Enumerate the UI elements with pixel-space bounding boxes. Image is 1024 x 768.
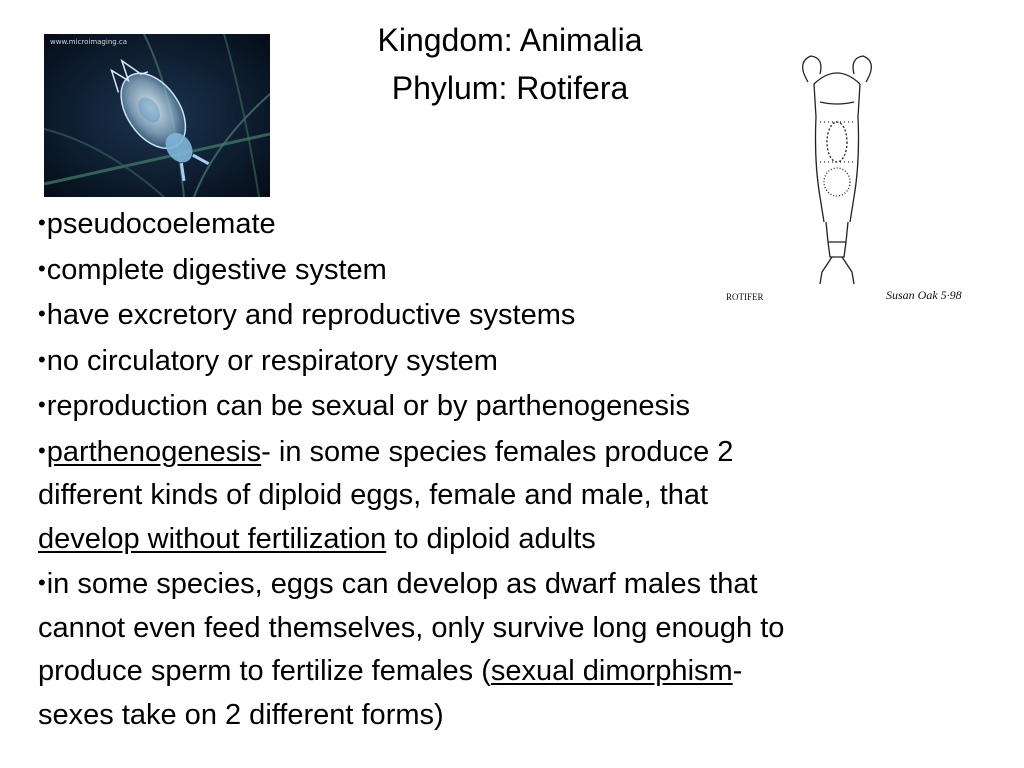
bullet-continuation: produce sperm to fertilize females (sexual dimorphism- bbox=[38, 655, 743, 687]
bullet-continuation: different kinds of diploid eggs, female and male, that bbox=[38, 479, 709, 511]
bullet-item: •pseudocoelemate bbox=[38, 208, 276, 240]
drawing-signature: Susan Oak 5·98 bbox=[886, 288, 962, 302]
term-parthenogenesis: parthenogenesis bbox=[46, 435, 262, 468]
term-develop-without-fertilization: develop without fertilization bbox=[38, 522, 387, 555]
term-sexual-dimorphism: sexual dimorphism bbox=[490, 655, 733, 687]
bullet-item: •no circulatory or respiratory system bbox=[38, 344, 498, 377]
bullet-item: •complete digestive system bbox=[38, 253, 387, 286]
bullet-item: •in some species, eggs can develop as dwarf males that bbox=[38, 568, 758, 600]
bullet-list bbox=[38, 201, 998, 737]
rotifer-photo-icon bbox=[44, 34, 270, 197]
photo-watermark: www.microimaging.ca bbox=[50, 38, 128, 46]
drawing-label: ROTIFER bbox=[726, 292, 764, 302]
bullet-continuation: sexes take on 2 different forms) bbox=[38, 698, 444, 731]
bullet-item: •reproduction can be sexual or by parthenogenesis bbox=[38, 390, 690, 422]
bullet-continuation: develop without fertilization to diploid adults bbox=[38, 522, 596, 555]
title-kingdom: Kingdom: Animalia bbox=[377, 22, 643, 58]
title-phylum: Phylum: Rotifera bbox=[391, 70, 629, 106]
bullet-continuation: cannot even feed themselves, only survive long enough to bbox=[38, 611, 785, 644]
rotifer-photo bbox=[44, 34, 270, 197]
bullet-item: •parthenogenesis- in some species females produce 2 bbox=[38, 435, 734, 468]
bullet-item: •have excretory and reproductive systems bbox=[38, 299, 576, 331]
